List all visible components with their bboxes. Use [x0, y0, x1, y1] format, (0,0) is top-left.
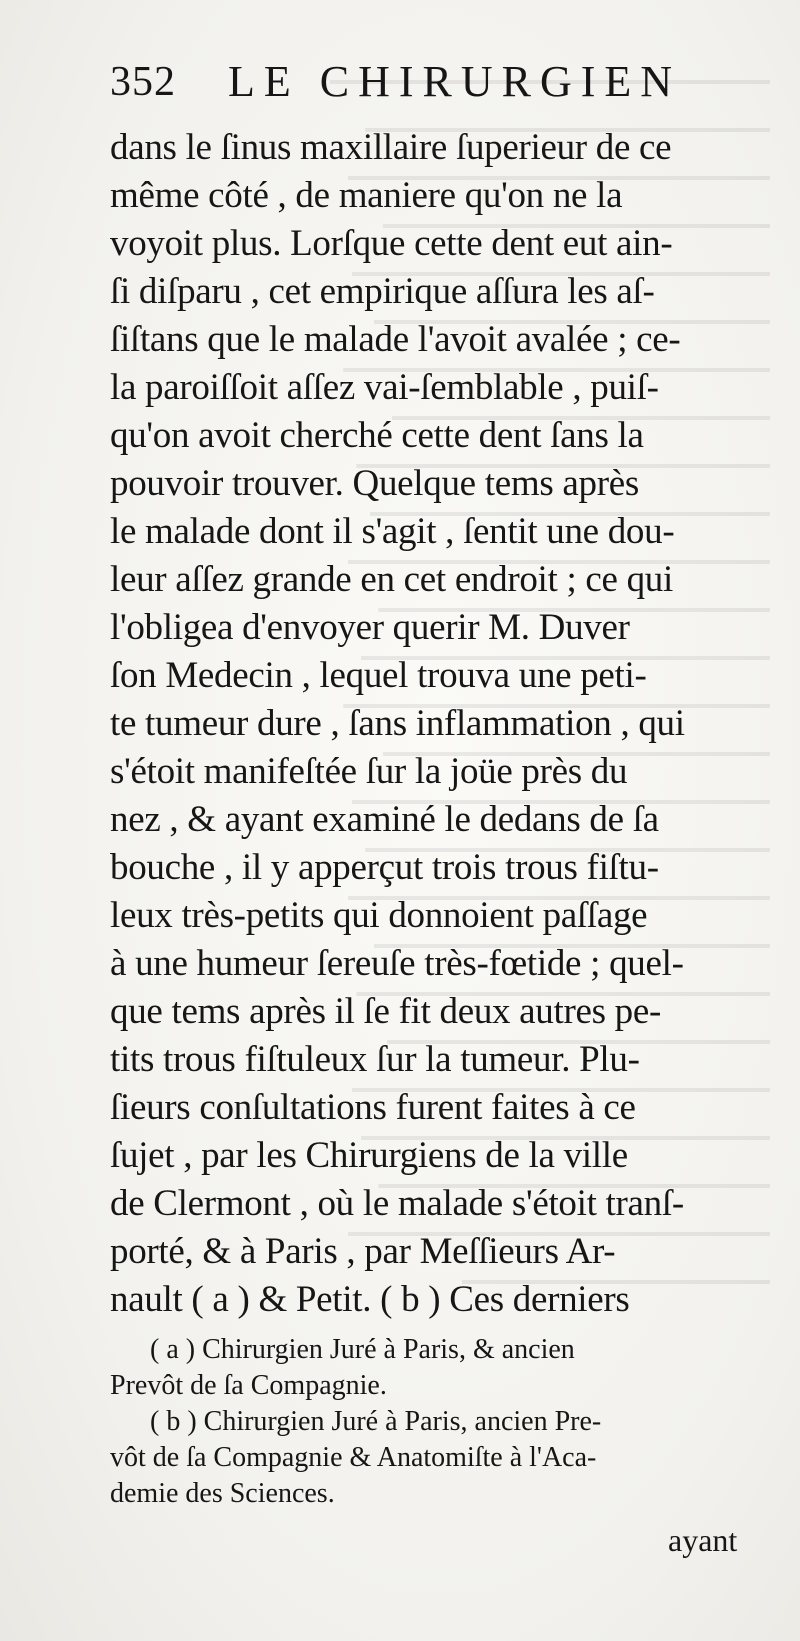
text-line: porté, & à Paris , par Meſſieurs Ar-	[110, 1231, 616, 1272]
text-line: leux très-petits qui donnoient paſſage	[110, 895, 648, 936]
text-line: te tumeur dure , ſans inflammation , qui	[110, 703, 685, 744]
text-line: s'étoit manifeſtée ſur la joüe près du	[110, 751, 628, 792]
text-line: nez , & ayant examiné le dedans de ſa	[110, 799, 659, 840]
footnote-a: ( a ) Chirurgien Juré à Paris, & ancien	[150, 1334, 575, 1365]
footnote-b: ( b ) Chirurgien Juré à Paris, ancien Pre-	[150, 1406, 602, 1437]
text-line: à une humeur ſereuſe très-fœtide ; quel-	[110, 943, 684, 984]
text-line: même côté , de maniere qu'on ne la	[110, 175, 623, 216]
body-text	[110, 124, 750, 1324]
text-line: pouvoir trouver. Quelque tems après	[110, 463, 639, 504]
text-line: qu'on avoit cherché cette dent ſans la	[110, 415, 644, 456]
text-line: ſiſtans que le malade l'avoit avalée ; ce-	[110, 319, 681, 360]
text-line: ſi diſparu , cet empirique aſſura les aſ-	[110, 271, 655, 312]
text-line: ſujet , par les Chirurgiens de la ville	[110, 1135, 628, 1176]
footnote-b-continued: demie des Sciences.	[110, 1478, 335, 1509]
text-line: tits trous fiſtuleux ſur la tumeur. Plu-	[110, 1039, 640, 1080]
footnote-b-continued: vôt de ſa Compagnie & Anatomiſte à l'Aca-	[110, 1442, 597, 1473]
footnote-a-continued: Prevôt de ſa Compagnie.	[110, 1370, 387, 1401]
text-line: la paroiſſoit aſſez vai-ſemblable , puiſ-	[110, 367, 659, 408]
text-line: bouche , il y apperçut trois trous fiſtu-	[110, 847, 659, 888]
page-header	[110, 52, 720, 112]
text-line: dans le ſinus maxillaire ſuperieur de ce	[110, 127, 672, 168]
text-line: l'obligea d'envoyer querir M. Duver	[110, 607, 630, 648]
text-line: ſieurs conſultations furent faites à ce	[110, 1087, 636, 1128]
text-line: nault ( a ) & Petit. ( b ) Ces derniers	[110, 1279, 630, 1320]
page-number: 352	[110, 59, 176, 105]
text-line: ſon Medecin , lequel trouva une peti-	[110, 655, 647, 696]
text-line: voyoit plus. Lorſque cette dent eut ain-	[110, 223, 673, 264]
text-line: le malade dont il s'agit , ſentit une dou-	[110, 511, 675, 552]
running-head: LE CHIRURGIEN	[228, 57, 682, 106]
text-line: que tems après il ſe fit deux autres pe-	[110, 991, 662, 1032]
text-line: leur aſſez grande en cet endroit ; ce qui	[110, 559, 673, 600]
catchword: ayant	[668, 1522, 738, 1558]
text-line: de Clermont , où le malade s'étoit tranſ-	[110, 1183, 684, 1224]
footnotes	[110, 1332, 750, 1512]
